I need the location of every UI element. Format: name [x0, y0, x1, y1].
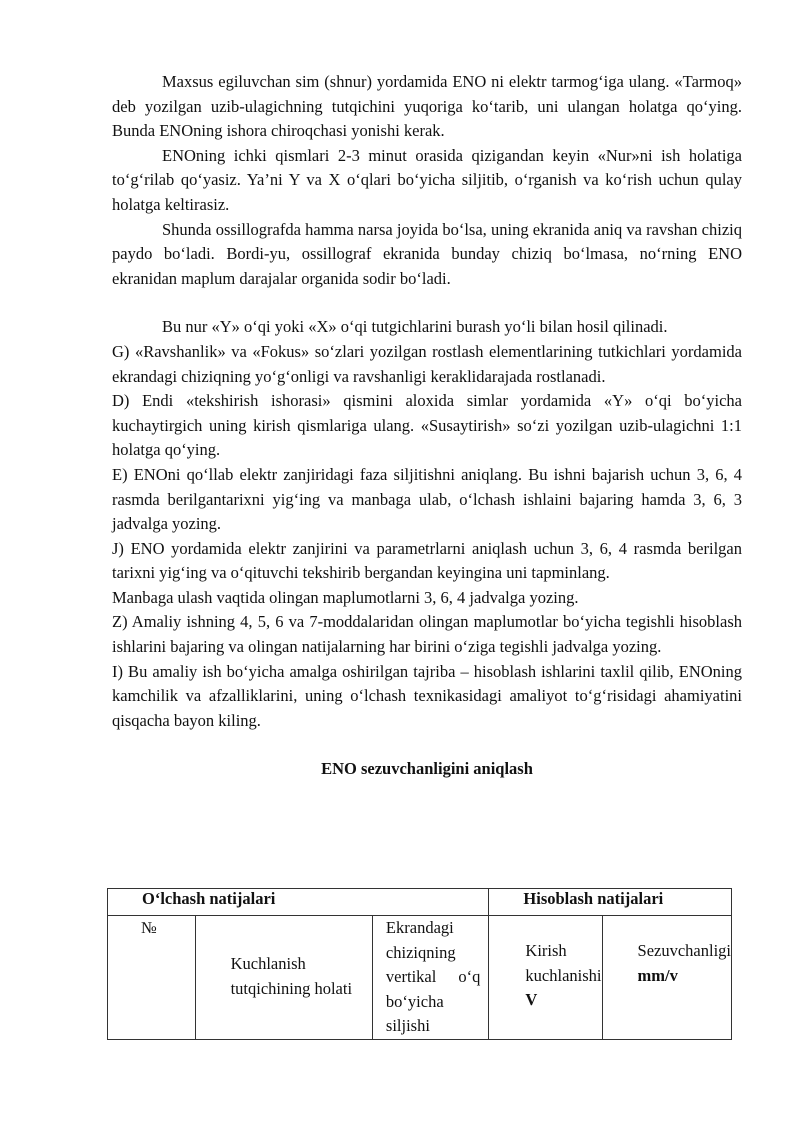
- paragraph-item-d: D) Endi «tekshirish ishorasi» qismini aloxida simlar yordamida «Y» o‘qi bo‘yicha kuchaytirgich uning kirish qismlariga ulang. «Susaytirish» so‘zi yozilgan uzib-ulagichni 1:1 holatga qo‘ying.: [112, 391, 742, 460]
- results-table: [107, 888, 732, 1040]
- column-header-sensitivity: [602, 916, 731, 1040]
- paragraph-item-i: I) Bu amaliy ish bo‘yicha amalga oshirilgan tajriba – hisoblash ishlarini taxlil qilib, ENOning kamchilik va afzalliklarini, uning o‘lchash texnikasidagi amaliyot to‘g‘risidagi ahamiyatini qisqacha bayon kiling.: [112, 661, 742, 730]
- paragraph: Shunda ossillografda hamma narsa joyida bo‘lsa, uning ekranida aniq va ravshan chiziq paydo bo‘ladi. Bordi-yu, ossillograf ekranida bunday chiziq bo‘lmasa, no‘rning ENO ekranidan maplum darajalar organida sodir bo‘ladi.: [112, 219, 742, 288]
- group-header-calc: Hisoblash natijalari: [489, 889, 732, 916]
- column-header-vertical-displacement: [372, 916, 488, 1040]
- paragraph-spacer: [112, 291, 742, 315]
- paragraph: ENOning ichki qismlari 2-3 minut orasida qizigandan keyin «Nur»ni ish holatiga to‘g‘rilab qo‘yasiz. Ya’ni Y va X o‘qlari bo‘yicha siljitib, o‘rganish va ko‘rish uchun qulay holatga keltirasiz.: [112, 145, 742, 214]
- section-title: ENO sezuvchanligini aniqlash: [321, 759, 533, 779]
- group-header-measure: O‘lchash natijalari: [108, 889, 489, 916]
- paragraph: Manbaga ulash vaqtida olingan maplumotlarni 3, 6, 4 jadvalga yozing.: [112, 587, 579, 607]
- input-voltage-unit: V: [525, 990, 538, 1010]
- column-header-number: №: [108, 916, 196, 1040]
- document-body: [112, 70, 742, 781]
- sensitivity-text: Sezuvchanligi: [637, 941, 731, 960]
- column-header-label: [489, 916, 601, 1013]
- table-group-header-row: [108, 889, 732, 916]
- paragraph-item-j: J) ENO yordamida elektr zanjirini va parametrlarni aniqlash uchun 3, 6, 4 rasmda berilgan tarixni yig‘ing va o‘qituvchi tekshirib bergandan keyingina uni tapminlang.: [112, 538, 742, 583]
- table-column-header-row: [108, 916, 732, 1040]
- paragraph-item-e: E) ENOni qo‘llab elektr zanjiridagi faza siljitishni aniqlang. Bu ishni bajarish uchun 3, 6, 4 rasmda berilgantarixni yig‘ing va manbaga ulab, o‘lchash ishlaini bajaring hamda 3, 6, 3 jadvalga yozing.: [112, 464, 742, 534]
- paragraph-item-g: G) «Ravshanlik» va «Fokus» so‘zlari yozilgan rostlash elementlarining tutkichlari yordamida ekrandagi chiziqning yo‘g‘onligi va ravshanligi keraklidarajada rostlanadi.: [112, 341, 742, 386]
- paragraph: Maxsus egiluvchan sim (shnur) yordamida ENO ni elektr tarmog‘iga ulang. «Tarmoq» deb yozilgan uzib-ulagichning tutqichini yuqoriga ko‘tarib, uni ulangan holatga qo‘ying. Bunda ENOning ishora chiroqchasi yonishi kerak.: [112, 72, 742, 141]
- column-header-input-voltage: [489, 916, 602, 1040]
- paragraph-item-z: Z) Amaliy ishning 4, 5, 6 va 7-moddalaridan olingan maplumotlar bo‘yicha tegishli hisoblash ishlarini bajaring va olingan natijalarning har birini o‘ziga tegishli jadvalga yozing.: [112, 612, 742, 657]
- sensitivity-unit: mm/v: [637, 965, 678, 985]
- paragraph: Bu nur «Y» o‘qi yoki «X» o‘qi tutgichlarini burash yo‘li bilan hosil qilinadi.: [162, 317, 668, 337]
- column-header-label: Ekrandagi chiziqning vertikal o‘q bo‘yicha siljishi: [385, 918, 481, 1036]
- column-header-voltage-knob-state: [195, 916, 372, 1040]
- column-header-label: Kuchlanish tutqichining holati: [230, 954, 353, 998]
- input-voltage-text: Kirish kuchlanishi: [525, 941, 602, 985]
- column-header-label: [603, 916, 731, 988]
